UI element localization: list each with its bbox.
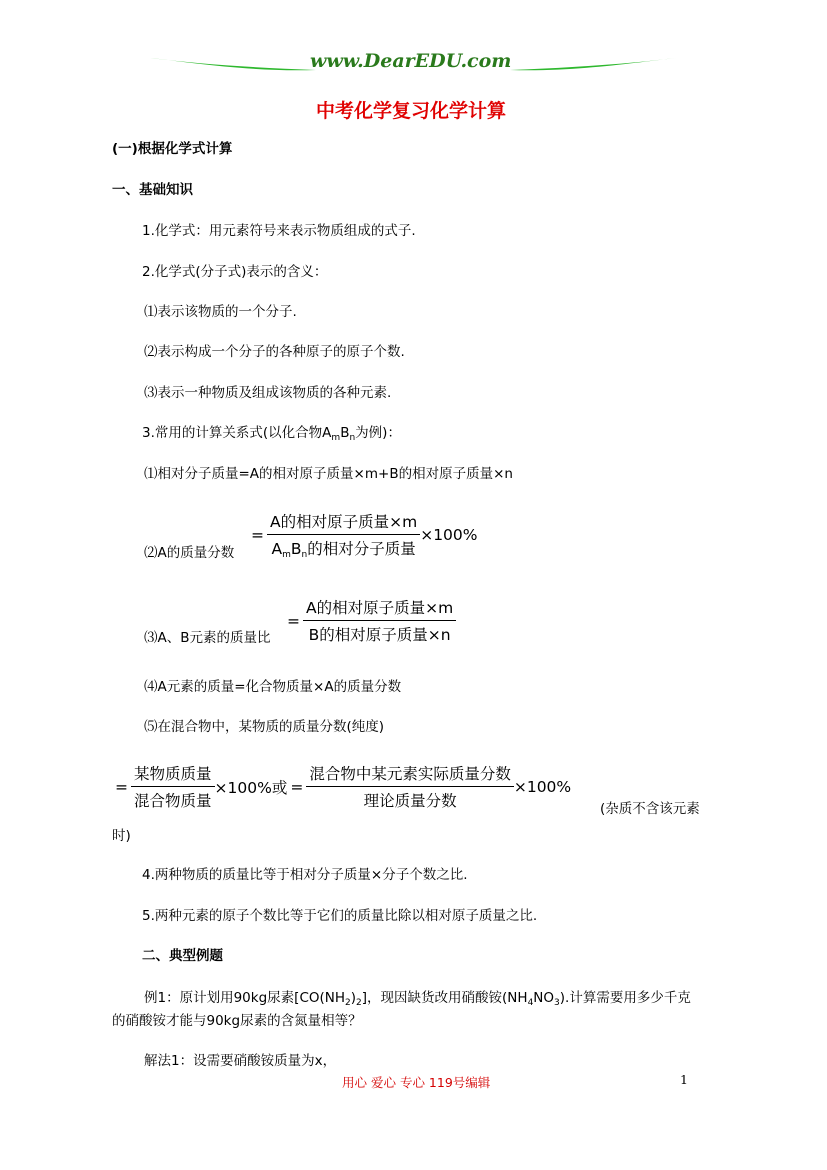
denominator — [268, 535, 418, 560]
part-heading: 一、基础知识 — [112, 182, 193, 198]
percent-tail: ×100% — [420, 526, 478, 544]
part-heading: 二、典型例题 — [142, 948, 223, 964]
section-heading: (一)根据化学式计算 — [112, 141, 233, 157]
item-3d: ⑷A元素的质量=化合物质量×A的质量分数 — [144, 679, 402, 695]
header-logo: www.DearEDU.com — [310, 50, 512, 72]
item-2c: ⑶表示一种物质及组成该物质的各种元素. — [144, 385, 392, 401]
example-text: ).计算需要用多少千克 — [559, 990, 691, 1006]
page-number: 1 — [680, 1072, 688, 1087]
subscript: 2 — [356, 998, 362, 1008]
footer-text: 用心 爱心 专心 119号编辑 — [342, 1075, 491, 1090]
denominator: 混合物质量 — [134, 792, 212, 810]
example-text: ) — [350, 990, 357, 1006]
item-3-m: m — [331, 433, 341, 443]
fraction-1 — [131, 762, 215, 811]
item-3c-label: ⑶A、B元素的质量比 — [144, 630, 271, 646]
equals-sign: = — [115, 777, 128, 796]
item-3e-note-cont: 时) — [112, 828, 131, 844]
page-title: 中考化学复习化学计算 — [316, 100, 507, 122]
item-3e-note: (杂质不含该元素 — [600, 801, 700, 817]
item-1: 1.化学式：用元素符号来表示物质组成的式子. — [142, 223, 416, 239]
den-m: m — [282, 550, 291, 560]
header-banner — [148, 48, 678, 78]
fraction-2 — [306, 762, 514, 811]
den-A: A — [271, 540, 283, 558]
example-line-1 — [144, 986, 691, 1008]
item-3-n: n — [349, 433, 356, 443]
numerator: A的相对原子质量×m — [303, 596, 456, 621]
numerator: 某物质质量 — [131, 762, 215, 787]
fraction — [303, 596, 456, 645]
numerator: A的相对原子质量×m — [267, 510, 420, 535]
item-3e: ⑸在混合物中，某物质的质量分数(纯度) — [144, 719, 385, 735]
item-3-A: A — [322, 425, 332, 441]
item-3a: ⑴相对分子质量=A的相对原子质量×m+B的相对原子质量×n — [144, 466, 513, 482]
den-rest: 的相对分子质量 — [307, 540, 416, 558]
item-3-pre: 3.常用的计算关系式(以化合物 — [142, 425, 323, 441]
example-text: 例1：原计划用 — [144, 990, 234, 1006]
den-n: n — [301, 550, 308, 560]
example-text: 尿素[CO(NH — [267, 990, 346, 1006]
left-swoosh-icon — [148, 52, 318, 76]
subscript: 2 — [345, 998, 351, 1008]
item-3b-label: ⑵A的质量分数 — [144, 545, 235, 561]
mid-text: ×100%或 — [214, 778, 288, 797]
denominator: 理论质量分数 — [363, 792, 457, 810]
den-B: B — [290, 540, 302, 558]
item-5: 5.两种元素的原子个数比等于它们的质量比除以相对原子质量之比. — [142, 908, 538, 924]
subscript: 4 — [527, 998, 534, 1008]
example-text: 90kg — [233, 990, 268, 1006]
denominator: B的相对原子质量×n — [308, 626, 451, 644]
item-3-B: B — [340, 425, 350, 441]
item-2b: ⑵表示构成一个分子的各种原子的原子个数. — [144, 344, 405, 360]
formula-mass-ratio — [284, 596, 456, 645]
subscript: 3 — [554, 998, 560, 1008]
example-line-2: 的硝酸铵才能与90kg尿素的含氮量相等？ — [112, 1013, 362, 1029]
item-3-post: 为例)： — [355, 425, 401, 441]
right-swoosh-icon — [508, 52, 678, 76]
item-3 — [142, 421, 401, 443]
example-text: NO — [533, 990, 555, 1006]
formula-mass-fraction — [248, 510, 478, 560]
equals-sign: = — [287, 611, 300, 630]
numerator: 混合物中某元素实际质量分数 — [306, 762, 514, 787]
item-2: 2.化学式(分子式)表示的含义： — [142, 264, 328, 280]
item-4: 4.两种物质的质量比等于相对分子质量×分子个数之比. — [142, 867, 468, 883]
percent-tail: ×100% — [513, 777, 572, 796]
fraction — [267, 510, 420, 560]
example-text: ]，现因缺货改用硝酸铵(NH — [361, 990, 528, 1006]
solution-line: 解法1：设需要硝酸铵质量为x， — [144, 1053, 337, 1069]
equals-sign: = — [251, 526, 264, 544]
formula-purity — [112, 762, 571, 811]
item-2a: ⑴表示该物质的一个分子. — [144, 304, 297, 320]
equals-sign: = — [290, 777, 304, 796]
